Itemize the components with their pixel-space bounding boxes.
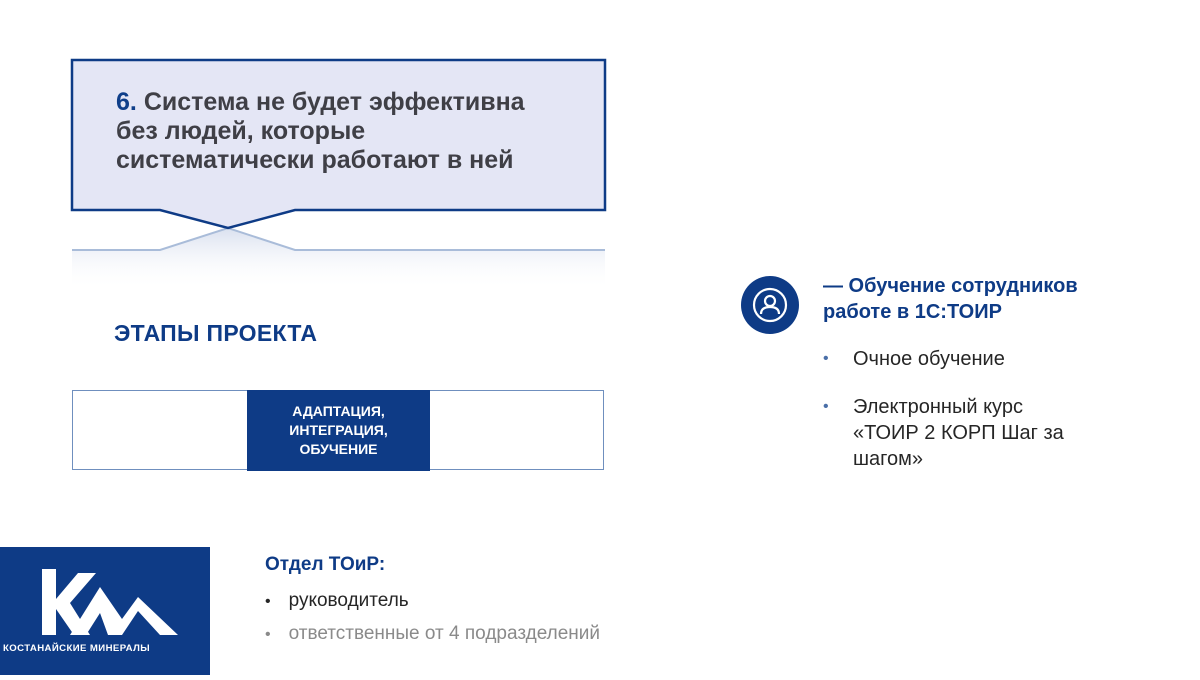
department-title: Отдел ТОиР: — [265, 554, 386, 575]
training-heading — [823, 273, 1153, 325]
callout-box — [60, 50, 620, 300]
callout-number: 6. — [116, 88, 137, 116]
training-item-label: Электронный курс «ТОИР 2 КОРП Шаг за шагом» — [853, 396, 1064, 470]
department-item-label: ответственные от 4 подразделений — [288, 623, 601, 644]
callout-text — [116, 88, 556, 175]
stages-title: ЭТАПЫ ПРОЕКТА — [114, 320, 318, 346]
company-logo — [0, 547, 210, 675]
training-heading-line-1: — Обучение сотрудников — [823, 275, 1078, 297]
stages-bar — [72, 390, 604, 470]
training-item-e-course — [823, 394, 1093, 472]
department-item-head — [265, 590, 409, 612]
training-item-in-person — [823, 346, 1093, 372]
bullet: • — [265, 593, 271, 610]
user-icon — [741, 276, 799, 334]
training-item-label: Очное обучение — [853, 348, 1005, 370]
callout-line-3: систематически работают в ней — [116, 146, 514, 174]
logo-mark-icon — [0, 547, 210, 675]
stage-active-adaptation — [247, 390, 430, 471]
bullet: • — [823, 350, 829, 367]
stage-active-line-3: ОБУЧЕНИЕ — [299, 441, 378, 457]
logo-caption: КОСТАНАЙСКИЕ МИНЕРАЛЫ — [3, 643, 151, 654]
department-item-responsible — [265, 623, 600, 645]
bullet: • — [265, 626, 271, 643]
training-heading-line-2: работе в 1С:ТОИР — [823, 301, 1002, 323]
callout-line-1: Система не будет эффективна — [143, 88, 525, 116]
stage-active-line-1: АДАПТАЦИЯ, — [292, 403, 385, 419]
stage-active-line-2: ИНТЕГРАЦИЯ, — [289, 422, 388, 438]
department-item-label: руководитель — [288, 590, 409, 611]
bullet: • — [823, 398, 829, 415]
callout-line-2: без людей, которые — [116, 117, 366, 145]
